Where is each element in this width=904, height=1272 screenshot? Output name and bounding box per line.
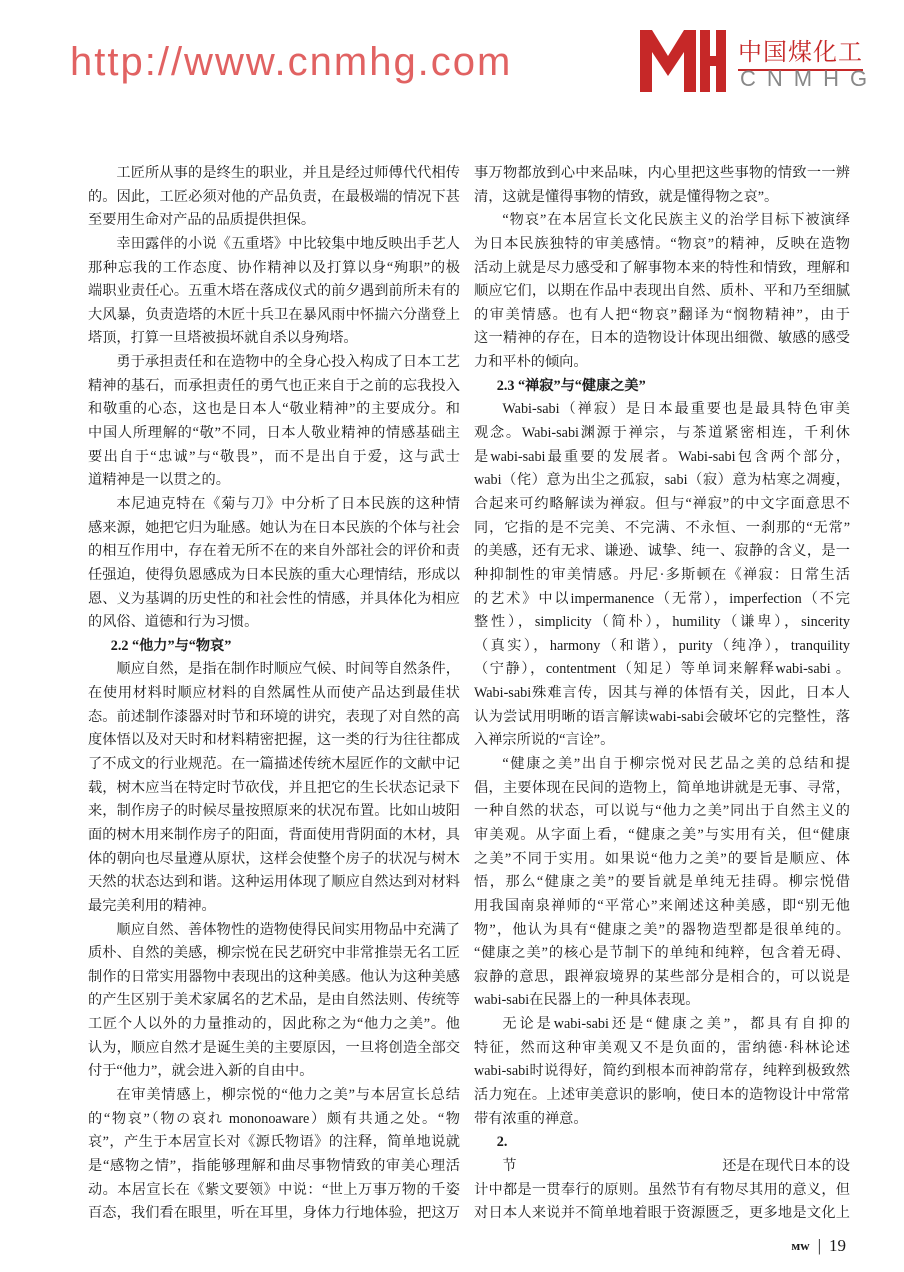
text-line: 天然的状态达到和谐。这种运用体现了顺应自然达到对材料	[88, 874, 460, 891]
text-line: 在审美情感上，柳宗悦的“他力之美”与本居宣长总结	[116, 1086, 460, 1103]
left-text-column	[88, 162, 460, 1226]
text-line: 一种自然的状态，可以说与“他力之美”同出于自然主义的	[474, 803, 850, 820]
text-line: 和敬重的心态，这也是日本人“敬业精神”的主要成分。和	[88, 401, 460, 418]
journal-mark: ᴍᴡ	[791, 1238, 810, 1253]
text-line: 顺应自然，是指在制作时顺应气候、时间等自然条件，	[116, 661, 460, 678]
text-line: 认为，顺应自然才是诞生美的主要原因，一旦将创造全部交	[88, 1039, 460, 1056]
text-line: 观念。Wabi-sabi渊源于禅宗，与茶道紧密相连，千利休	[474, 425, 850, 442]
text-line: 中国人所理解的“敬”不同，日本人敬业精神的情感基础主	[88, 425, 460, 442]
text-line: 种抑制性的审美情感。丹尼·多斯顿在《禅寂：日常生活	[474, 566, 850, 583]
text-line: wabi-sabi时说得好，简约到根本而神韵常存，纯粹到极致然	[474, 1063, 850, 1080]
text-line: 体的朝向也尽量遵从原状，这样会使整个房子的状况与树木	[88, 850, 460, 867]
text-line: 活动上就是尽力感受和了解事物本来的特性和情致，理解和	[474, 259, 850, 276]
text-line: 度体悟以及对天时和材料精密把握，这一类的行为往往都成	[88, 732, 460, 749]
text-line: 的产生区别于美术家属名的艺术品，是由自然法则、传统等	[88, 992, 460, 1009]
text-line: 制作的日常实用器物中表现出的这种美感。他认为这种美感	[88, 968, 460, 985]
text-line: 物”，他认为具有“健康之美”的器物造型都是很单纯的。	[474, 921, 850, 938]
text-line: 端职业责任心。五重木塔在落成仪式的前夕遇到前所未有的	[88, 283, 460, 300]
text-line: 本尼迪克特在《菊与刀》中分析了日本民族的这种情	[116, 495, 460, 512]
text-line: 恩、义为基调的历史性的和社会性的情感，并具体化为相应	[88, 590, 460, 607]
text-line: 是wabi-sabi最重要的发展者。Wabi-sabi包含两个部分，	[474, 448, 850, 465]
text-line: 入禅宗所说的“言诠”。	[474, 732, 615, 749]
text-line: 事万物都放到心中来品味，内心里把这些事物的情致一一辨	[474, 165, 850, 181]
text-line: 的艺术》中以impermanence（无常），imperfection（不完	[474, 590, 850, 607]
text-line: 工匠个人以外的力量推动的，因此称之为“他力之美”。他	[88, 1016, 460, 1033]
text-line: 的审美情感。也有人把“物哀”翻译为“悯物精神”，由于	[474, 306, 850, 323]
right-text-column	[474, 162, 850, 1226]
text-line: 之美”不同于实用。如果说“他力之美”的要旨是顺应、体	[474, 850, 850, 867]
text-line: 的美感，还有无求、谦逊、诚挚、纯一、寂静的含义，是一	[474, 543, 850, 560]
text-line: 认为尝试用明晰的语言解读wabi-sabi会破坏它的完整性，落	[474, 708, 850, 725]
text-line: 是“感物之情”，指能够理解和曲尽事物情致的审美心理活	[88, 1157, 460, 1174]
text-line: 了不成文的行业规范。在一篇描述传统木屋匠作的文献中记	[88, 756, 460, 773]
text-line: （宁静），contentment（知足）等单词来解释wabi-sabi 。	[474, 661, 850, 678]
text-line: 塔顶，打算一旦塔被损坏就自杀以身殉塔。	[88, 330, 358, 347]
section-heading: 2.3 “禅寂”与“健康之美”	[496, 377, 646, 394]
text-line: 幸田露伴的小说《五重塔》中比较集中地反映出手艺人	[116, 235, 460, 252]
text-line: 态。前述制作漆器对时节和环境的讲究，表现了对自然的高	[88, 708, 460, 725]
text-line: 无论是wabi-sabi还是“健康之美”，都具有自抑的	[502, 1016, 850, 1033]
footer-separator: |	[817, 1236, 821, 1255]
text-line: 勇于承担责任和在造物中的全身心投入构成了日本工艺	[116, 354, 460, 371]
text-line: 的风俗、道德和行为习惯。	[88, 614, 259, 631]
text-line: 为日本民族独特的审美感情。“物哀”的精神，反映在造物	[474, 235, 850, 252]
text-line: 来，制作房子的时候尽量按照原来的状况布置。比如山坡阳	[88, 803, 460, 820]
text-line: 寂静的意思，跟禅寂境界的某些部分是相合的，可以说是	[474, 968, 850, 985]
logo-chinese-text: 中国煤化工	[738, 32, 863, 71]
text-line: 的“物哀”（物の哀れ mononoaware）颇有共通之处。“物	[88, 1110, 460, 1127]
section-heading: 2.2 “他力”与“物哀”	[110, 637, 232, 654]
text-line: 哀”，产生于本居宣长对《源氏物语》的注释，简单地说就	[88, 1134, 460, 1151]
logo-english-text: CNMHG	[740, 66, 879, 91]
text-line: 的。因此，工匠必须对他的产品负责，在最极端的情况下甚	[88, 188, 460, 205]
text-line: Wabi-sabi殊难言传，因其与禅的体悟有关，因此，日本人	[474, 685, 850, 702]
text-line: wabi（侘）意为出尘之孤寂，sabi（寂）意为枯寒之凋瘦，	[474, 472, 850, 489]
text-line: 任强迫，使得负恩感成为日本民族的重大心理情结，形成以	[88, 566, 460, 583]
text-line: 合起来可约略解读为禅寂。但与“禅寂”的中文字面意思不	[474, 495, 850, 512]
mh-logo-icon	[640, 30, 726, 92]
text-line: 力和平朴的倾向。	[474, 354, 588, 371]
text-line: 付于“他力”，就会进入新的自由中。	[88, 1063, 314, 1080]
cnmhg-logo	[640, 30, 879, 96]
text-line: 用我国南泉禅师的“平常心”来阐述这种美感，即“别无他	[474, 897, 850, 914]
page-footer	[791, 1236, 846, 1256]
text-line: 对日本人来说并不简单地着眼于资源匮乏，更多地是文化上	[474, 1205, 850, 1222]
text-line: “健康之美”出自于柳宗悦对民艺品之美的总结和提	[502, 756, 850, 773]
text-line: 带有浓重的禅意。	[474, 1110, 588, 1127]
text-line: 百态，我们看在眼里，听在耳里，身体力行地体验，把这万	[88, 1205, 460, 1222]
text-line: 的相互作用中，存在着无所不在的来自外部社会的评价和责	[88, 543, 460, 560]
text-line: 面的树木用来制作房子的阳面，背面使用背阴面的木材，具	[88, 826, 460, 843]
text-line: 感来源，她把它归为耻感。她认为在日本民族的个体与社会	[88, 519, 460, 536]
text-line: 整性），simplicity（简朴），humility（谦卑），sincerity	[474, 614, 850, 631]
text-fragment: 还是在现代日本的设	[722, 1157, 850, 1174]
text-line: 活力宛在。上述审美意识的影响，使日本的造物设计中常常	[474, 1086, 850, 1103]
text-line: “物哀”在本居宣长文化民族主义的治学目标下被演绎	[502, 212, 850, 229]
text-line: 载，树木应当在特定时节砍伐，并且把它的生长状态记录下	[88, 779, 460, 796]
text-line: 这一精神的存在，日本的造物设计体现出细微、敏感的感受	[474, 330, 850, 347]
text-line: 特征，然而这种审美观又不是负面的，雷纳德·科林论述	[474, 1039, 850, 1056]
text-line: 计中都是一贯奉行的原则。虽然节有有物尽其用的意义，但	[474, 1181, 850, 1198]
section-heading: 2.	[496, 1134, 508, 1151]
text-line: Wabi-sabi（禅寂）是日本最重要也是最具特色审美	[502, 401, 850, 418]
text-line: 动。本居宣长在《紫文要领》中说：“世上万事万物的千姿	[88, 1181, 460, 1198]
text-line: 至要用生命对产品的品质提供担保。	[88, 212, 316, 229]
text-line: 悟，那么“健康之美”的要旨就是单纯无挂碍。柳宗悦借	[474, 874, 850, 891]
text-line: 顺应它们，以期在作品中表现出自然、质朴、平和乃至细腻	[474, 283, 850, 300]
text-line: 清，这就是懂得事物的情致，就是懂得物之哀”。	[474, 188, 779, 205]
page-number: 19	[829, 1236, 846, 1255]
text-line: 倡，主要体现在民间的造物上，简单地讲就是无事、寻常，	[474, 779, 850, 796]
text-line: 精神的基石，而承担责任的勇气也正来自于之前的忘我投入	[88, 377, 460, 394]
text-line: 大风暴，负责造塔的木匠十兵卫在暴风雨中怀揣六分凿登上	[88, 306, 460, 323]
text-line: （真实），harmony（和谐），purity（纯净），tranquility	[474, 637, 850, 654]
text-line: 顺应自然、善体物性的造物使得民间实用物品中充满了	[116, 921, 460, 938]
text-line: wabi-sabi在民器上的一种具体表现。	[474, 992, 700, 1009]
text-line: 那种忘我的工作态度、协作精神以及打算以身“殉职”的极	[88, 259, 460, 276]
text-line: 质朴、自然的美感，柳宗悦在民艺研究中非常推崇无名工匠	[88, 945, 460, 962]
text-line: “健康之美”的核心是节制下的单纯和纯粹，包含着无碍、	[474, 945, 850, 962]
url-watermark: http://www.cnmhg.com	[70, 40, 513, 84]
text-fragment: 节	[502, 1157, 517, 1174]
text-line: 工匠所从事的是终生的职业，并且是经过师傅代代相传	[116, 165, 460, 181]
text-line: 审美观。从字面上看，“健康之美”与实用有关，但“健康	[474, 826, 850, 843]
text-line: 同，它指的是不完美、不完满、不永恒、一刹那的“无常”	[474, 519, 850, 536]
text-line: 道精神是一以贯之的。	[88, 472, 230, 489]
text-line	[474, 1155, 850, 1179]
text-line: 在使用材料时顺应材料的自然属性从而使产品达到最佳状	[88, 685, 460, 702]
text-line: 要出自于“忠诚”与“敬畏”，而不是出自于爱，这与武士	[88, 448, 460, 465]
text-line: 最完美利用的精神。	[88, 897, 216, 914]
